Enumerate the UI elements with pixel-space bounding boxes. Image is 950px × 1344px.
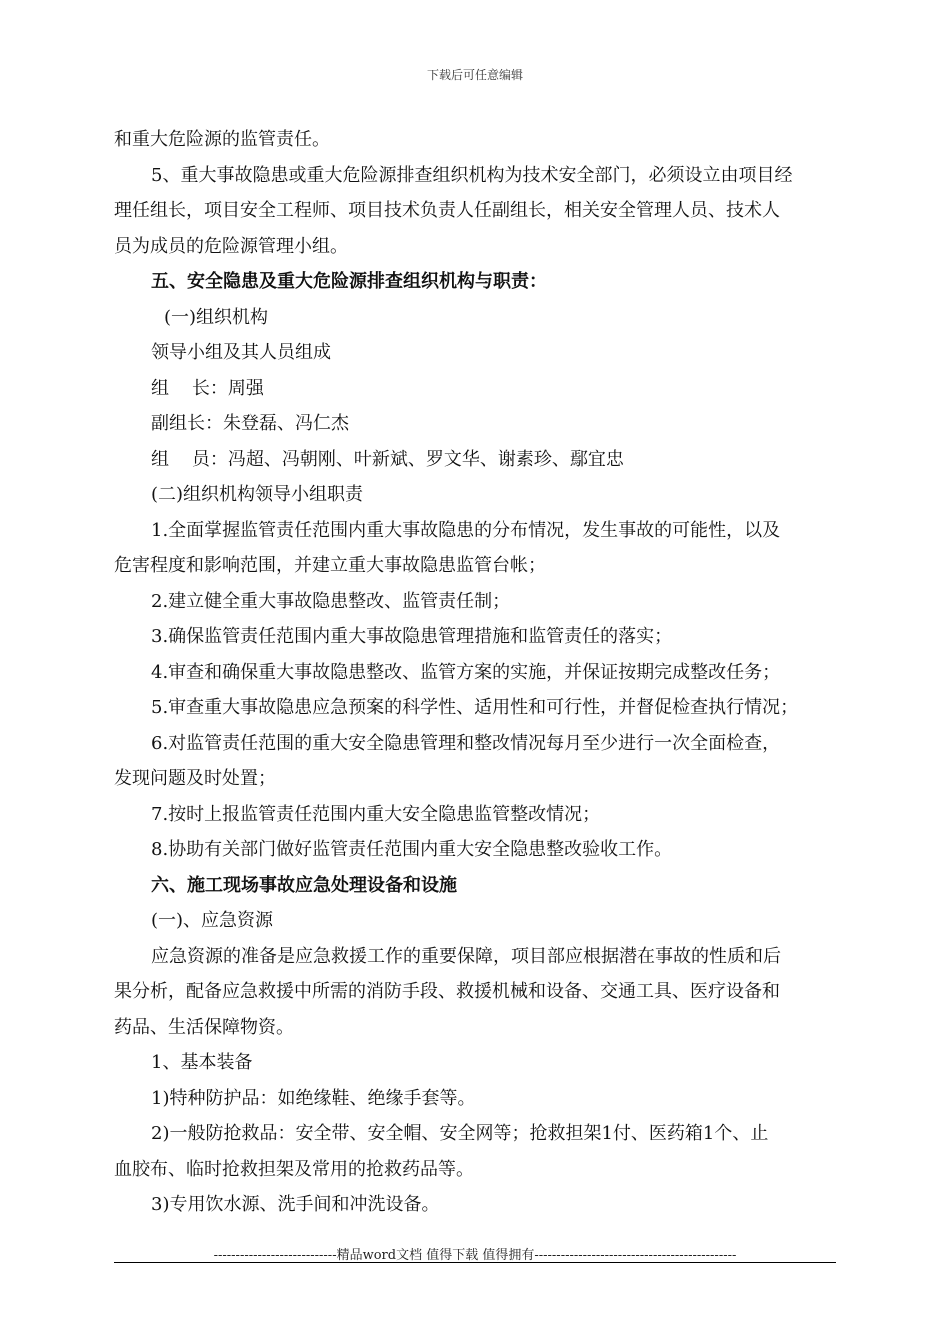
paragraph: 和重大危险源的监管责任。 [114,129,330,150]
footer-rule [114,1262,836,1263]
list-item: 2.建立健全重大事故隐患整改、监管责任制； [151,590,511,612]
list-item-continuation: 发现问题及时处置； [114,768,276,789]
section-heading: 五、安全隐患及重大危险源排查组织机构与职责： [151,271,547,292]
list-item: 5.审查重大事故隐患应急预案的科学性、适用性和可行性，并督促检查执行情况； [151,697,799,718]
list-item-continuation: 血胶布、临时抢救担架及常用的抢救药品等。 [114,1158,474,1180]
section-heading: 六、施工现场事故应急处理设备和设施 [151,874,457,896]
list-item: 3.确保监管责任范围内重大事故隐患管理措施和监管责任的落实； [151,626,673,647]
paragraph: 5、重大事故隐患或重大危险源排查组织机构为技术安全部门，必须设立由项目经 [151,164,793,186]
member-line: 组 员：冯超、冯朝刚、叶新斌、罗文华、谢素珍、鄢宜忠 [151,448,624,470]
member-line: 组 长：周强 [151,377,264,399]
paragraph: 领导小组及其人员组成 [151,342,331,363]
list-item-continuation: 危害程度和影响范围，并建立重大事故隐患监管台帐； [114,555,546,576]
paragraph: 理任组长，项目安全工程师、项目技术负责人任副组长，相关安全管理人员、技术人 [114,200,780,221]
subsection-heading: 1、基本装备 [151,1052,253,1073]
list-item: 4.审查和确保重大事故隐患整改、监管方案的实施，并保证按期完成整改任务； [151,661,781,683]
subsection-heading: (一)组织机构 [164,306,269,328]
paragraph: 果分析，配备应急救援中所需的消防手段、救援机械和设备、交通工具、医疗设备和 [114,981,780,1002]
list-item: 3)专用饮水源、洗手间和冲洗设备。 [151,1194,440,1215]
paragraph: 应急资源的准备是应急救援工作的重要保障，项目部应根据潜在事故的性质和后 [151,945,781,967]
paragraph: 员为成员的危险源管理小组。 [114,235,348,257]
list-item: 7.按时上报监管责任范围内重大安全隐患监管整改情况； [151,803,601,825]
page-footer: ----------------------------精品word文档 值得下载 值得拥有---------------------------------------------- [213,1248,737,1263]
subsection-heading: (一)、应急资源 [151,910,274,931]
list-item: 1.全面掌握监管责任范围内重大事故隐患的分布情况，发生事故的可能性，以及 [151,519,781,541]
list-item: 6.对监管责任范围的重大安全隐患管理和整改情况每月至少进行一次全面检查， [151,732,781,754]
subsection-heading: (二)组织机构领导小组职责 [151,484,364,505]
list-item: 2)一般防抢救品：安全带、安全帽、安全网等；抢救担架1付、医药箱1个、止 [151,1123,769,1144]
paragraph: 药品、生活保障物资。 [114,1016,294,1038]
page-header: 下载后可任意编辑 [426,68,523,82]
member-line: 副组长：朱登磊、冯仁杰 [151,413,349,434]
list-item: 8.协助有关部门做好监管责任范围内重大安全隐患整改验收工作。 [151,839,673,860]
document-body [114,122,836,1223]
list-item: 1)特种防护品：如绝缘鞋、绝缘手套等。 [151,1087,476,1109]
